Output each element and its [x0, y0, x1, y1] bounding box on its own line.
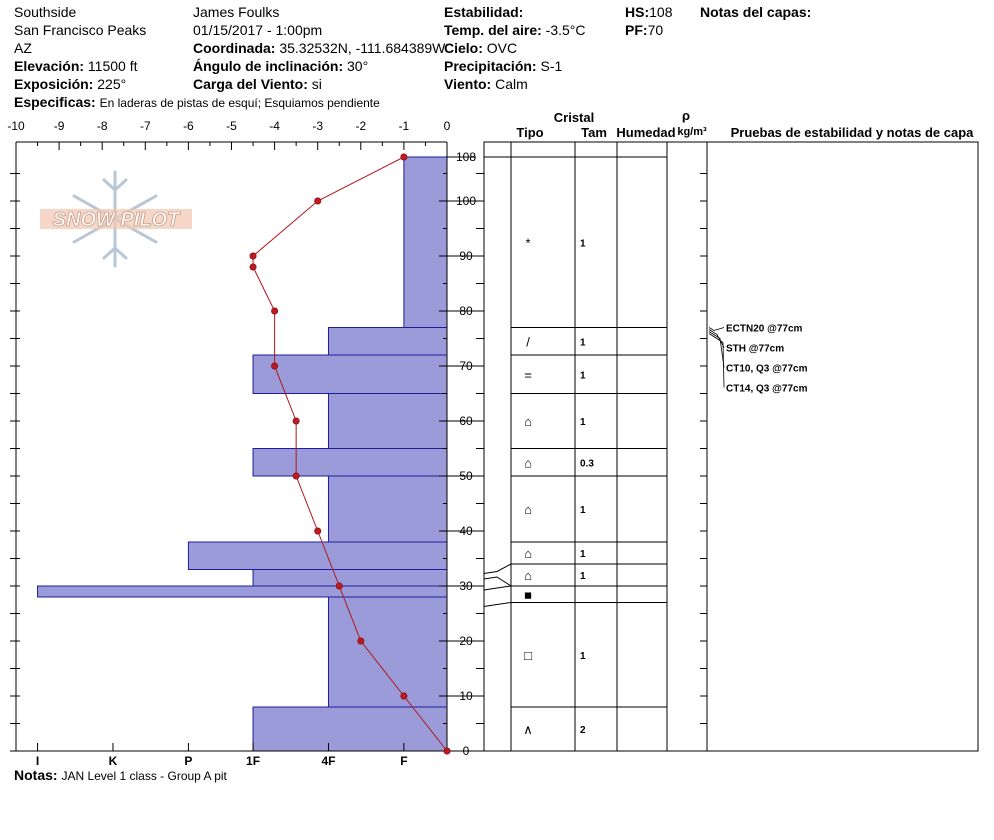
hardness-tick-label: 4F [321, 754, 336, 768]
temperature-point [444, 748, 450, 754]
hardness-bar [188, 542, 447, 570]
grain-size: 1 [580, 505, 586, 516]
pf-label: PF: [625, 22, 648, 38]
hardness-bar [38, 586, 447, 597]
grain-type-symbol: ∧ [523, 722, 533, 737]
depth-tick-label: 70 [459, 359, 473, 373]
air-temp-label: Temp. del aire: [444, 22, 542, 38]
depth-tick-label: 60 [459, 414, 473, 428]
temp-tick-label: -5 [226, 119, 237, 133]
grain-type-symbol: * [525, 235, 531, 251]
hardness-tick-label: 1F [246, 754, 261, 768]
grain-size: 1 [580, 337, 586, 349]
temperature-point [271, 363, 277, 369]
temperature-point [315, 528, 321, 534]
grain-size: 0.3 [580, 458, 594, 470]
density-unit-header: kg/m³ [677, 126, 707, 138]
specifics-value: En laderas de pistas de esquí; Esquiamos pendiente [99, 96, 380, 110]
precip-label: Precipitación: [444, 58, 537, 74]
temperature-point [250, 264, 256, 270]
temp-tick-label: -2 [355, 119, 367, 133]
grain-type-symbol: ⌂ [524, 568, 532, 583]
hs-label: HS: [625, 4, 650, 20]
crystal-header: Cristal [553, 110, 595, 125]
grain-type-symbol: / [526, 334, 530, 350]
notes-value: JAN Level 1 class - Group A pit [61, 769, 227, 783]
observer: James Foulks [193, 4, 280, 20]
temperature-point [336, 583, 342, 589]
layer-connector [484, 586, 511, 590]
layer-connector [484, 603, 511, 607]
temperature-point [250, 253, 256, 259]
datetime: 01/15/2017 - 1:00pm [193, 22, 323, 38]
depth-tick-label: 80 [459, 304, 473, 318]
hardness-bar [328, 597, 447, 707]
hardness-bar [253, 449, 447, 477]
depth-tick-label: 30 [459, 579, 473, 593]
air-temp-value: -3.5°C [545, 22, 586, 38]
depth-tick-label: 90 [459, 249, 473, 263]
elevation-label: Elevación: [14, 58, 85, 74]
coord-label: Coordinada: [193, 40, 276, 56]
temperature-point [293, 418, 299, 424]
grain-type-symbol: ⌂ [524, 455, 532, 471]
temp-tick-label: -1 [398, 119, 410, 133]
grain-size: 1 [580, 370, 586, 382]
layer-notes-label: Notas del capas: [700, 4, 812, 20]
temperature-point [401, 693, 407, 699]
grain-type-symbol: ⌂ [524, 546, 532, 561]
temp-tick-label: -3 [312, 119, 324, 133]
specifics-label: Especificas: [14, 94, 96, 110]
snowpilot-logo [40, 172, 192, 266]
layer-connector [484, 564, 511, 574]
depth-tick-label: 0 [462, 744, 470, 758]
temp-tick-label: -4 [269, 119, 280, 133]
depth-tick-label: 10 [459, 689, 473, 703]
layer-table-frame [484, 142, 978, 751]
temperature-point [271, 308, 277, 314]
temp-tick-label: -10 [7, 119, 25, 133]
grain-type-symbol: □ [524, 647, 532, 663]
temperature-point [315, 198, 321, 204]
size-header: Tam [581, 125, 607, 140]
grain-size: 2 [580, 725, 586, 736]
temp-tick-label: -7 [139, 119, 151, 133]
depth-tick-label: 100 [455, 194, 477, 208]
grain-size: 1 [580, 650, 586, 662]
hardness-bar [253, 355, 447, 394]
temp-tick-label: 0 [443, 119, 451, 133]
wind-load-value: si [311, 76, 322, 92]
temp-tick-label: -8 [96, 119, 108, 133]
hardness-bar [253, 570, 447, 587]
hardness-tick-label: F [400, 754, 408, 768]
hardness-tick-label: I [35, 754, 40, 768]
wind-load-label: Carga del Viento: [193, 76, 308, 92]
grain-size: 1 [580, 549, 586, 560]
hardness-tick-label: P [184, 754, 193, 768]
temperature-point [293, 473, 299, 479]
depth-tick-label: 50 [459, 469, 473, 483]
pf-value: 70 [647, 22, 664, 38]
aspect-label: Exposición: [14, 76, 94, 92]
depth-tick-label: 40 [459, 524, 473, 538]
grain-type-symbol: ⌂ [524, 502, 532, 517]
wind-label: Viento: [444, 76, 492, 92]
temperature-point [358, 638, 364, 644]
stability-test-label: ECTN20 @77cm [726, 323, 803, 335]
grain-size: 1 [580, 417, 586, 428]
hardness-bar [328, 328, 447, 356]
elevation-value: 11500 ft [87, 58, 138, 74]
layer-connector [484, 577, 511, 586]
hardness-bar [404, 157, 447, 328]
grain-size: 1 [580, 238, 586, 250]
test-leader [709, 334, 724, 388]
stability-test-label: CT14, Q3 @77cm [726, 383, 808, 395]
grain-type-symbol: = [524, 367, 532, 383]
test-leader [709, 328, 724, 331]
temp-tick-label: -9 [53, 119, 65, 133]
hardness-tick-label: K [108, 754, 118, 768]
hs-value: 108 [649, 4, 673, 20]
depth-tick-label: 20 [459, 634, 473, 648]
temp-tick-label: -6 [183, 119, 194, 133]
test-leader [709, 332, 724, 368]
stability-label: Estabilidad: [444, 4, 524, 20]
hardness-bar [328, 394, 447, 449]
stability-test-label: STH @77cm [726, 343, 785, 355]
slope-label: Ángulo de inclinación: [193, 58, 344, 74]
location-name: Southside [14, 4, 77, 20]
state-name: AZ [14, 40, 32, 56]
logo-text: SNOW PILOT [52, 209, 180, 231]
type-header: Tipo [516, 125, 544, 140]
sky-value: OVC [486, 40, 518, 56]
grain-size: 1 [580, 571, 586, 582]
slope-value: 30° [347, 58, 369, 74]
hardness-bar [328, 476, 447, 542]
grain-type-symbol: ■ [524, 587, 532, 603]
range-name: San Francisco Peaks [14, 22, 147, 38]
aspect-value: 225° [97, 76, 127, 92]
notes-label: Notas: [14, 767, 58, 783]
sky-label: Cielo: [444, 40, 483, 56]
tests-header: Pruebas de estabilidad y notas de capa [730, 125, 974, 140]
temperature-point [401, 154, 407, 160]
wind-value: Calm [495, 76, 528, 92]
depth-tick-label: 108 [455, 150, 477, 164]
rho-header: ρ [681, 108, 691, 123]
moisture-header: Humedad [616, 125, 676, 140]
precip-value: S-1 [540, 58, 563, 74]
coord-value: 35.32532N, -111.684389W [279, 40, 446, 56]
grain-type-symbol: ⌂ [524, 414, 532, 429]
stability-test-label: CT10, Q3 @77cm [726, 363, 808, 375]
